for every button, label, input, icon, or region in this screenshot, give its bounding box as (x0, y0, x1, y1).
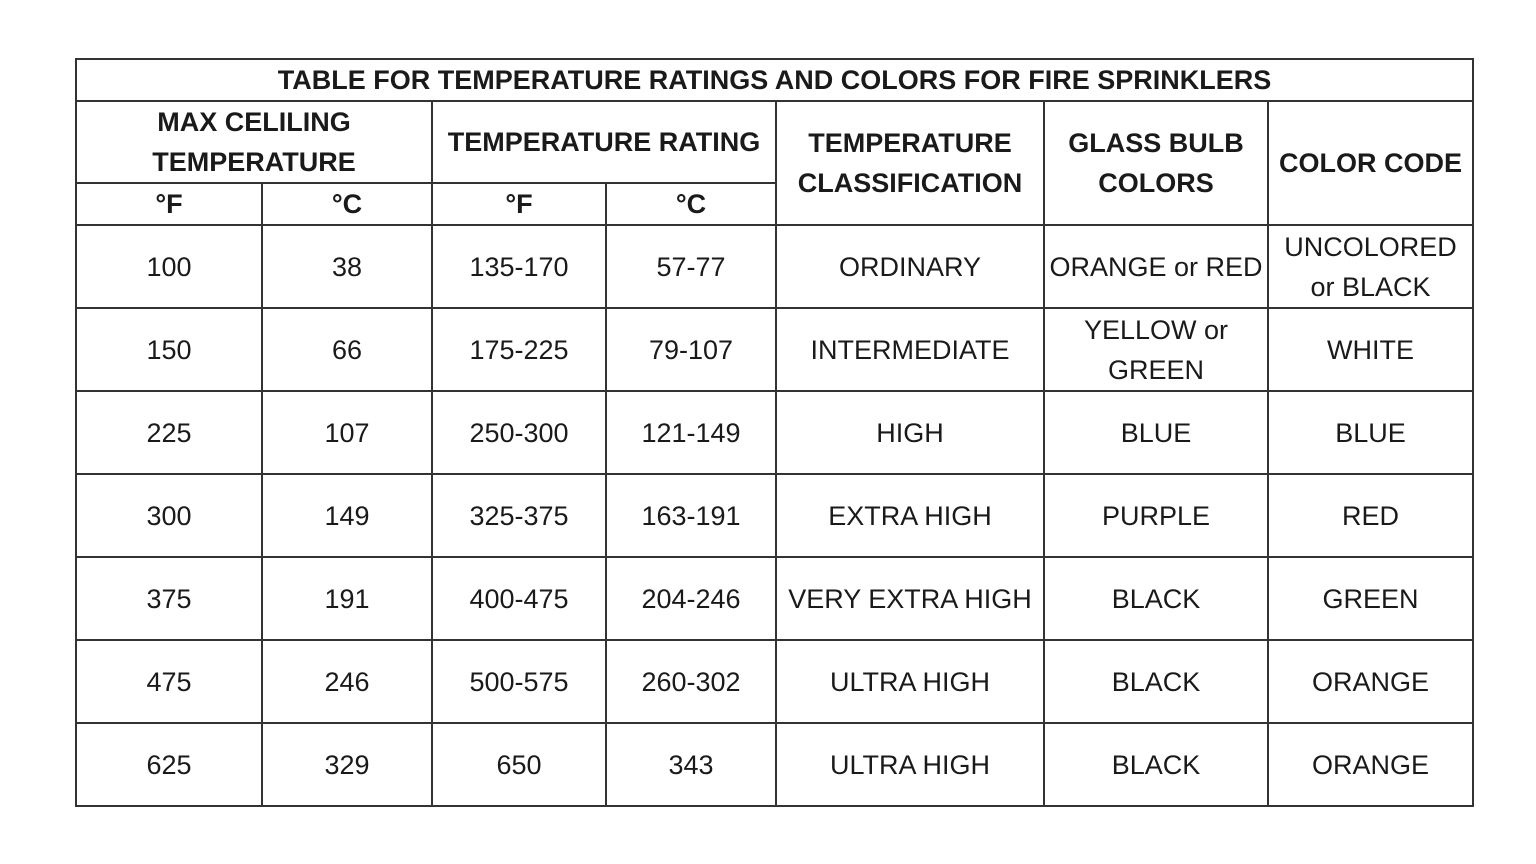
header-temperature-classification: TEMPERATURE CLASSIFICATION (776, 101, 1044, 225)
unit-fahrenheit-rating: °F (432, 183, 606, 225)
cell-classification: ULTRA HIGH (776, 723, 1044, 806)
cell-rating-c: 163-191 (606, 474, 776, 557)
cell-max-ceiling-f: 300 (76, 474, 262, 557)
cell-glass-bulb-color: BLACK (1044, 640, 1268, 723)
cell-max-ceiling-f: 225 (76, 391, 262, 474)
table-row (76, 557, 1473, 640)
cell-glass-bulb-color: YELLOW or GREEN (1044, 308, 1268, 391)
cell-max-ceiling-c: 329 (262, 723, 432, 806)
cell-color-code: ORANGE (1268, 723, 1473, 806)
cell-rating-f: 135-170 (432, 225, 606, 308)
header-row (76, 101, 1473, 183)
cell-glass-bulb-color: BLUE (1044, 391, 1268, 474)
cell-glass-bulb-color: PURPLE (1044, 474, 1268, 557)
table-row (76, 308, 1473, 391)
header-temperature-rating: TEMPERATURE RATING (432, 101, 776, 183)
cell-color-code: RED (1268, 474, 1473, 557)
cell-glass-bulb-color: ORANGE or RED (1044, 225, 1268, 308)
cell-max-ceiling-f: 625 (76, 723, 262, 806)
cell-classification: EXTRA HIGH (776, 474, 1044, 557)
cell-color-code: UNCOLORED or BLACK (1268, 225, 1473, 308)
table-row (76, 640, 1473, 723)
table-row (76, 723, 1473, 806)
cell-rating-c: 260-302 (606, 640, 776, 723)
title-row (76, 59, 1473, 101)
cell-rating-f: 500-575 (432, 640, 606, 723)
cell-rating-f: 650 (432, 723, 606, 806)
table-row (76, 391, 1473, 474)
cell-rating-f: 400-475 (432, 557, 606, 640)
unit-celsius-ceiling: °C (262, 183, 432, 225)
cell-glass-bulb-color: BLACK (1044, 723, 1268, 806)
cell-max-ceiling-c: 149 (262, 474, 432, 557)
cell-max-ceiling-c: 66 (262, 308, 432, 391)
cell-color-code: WHITE (1268, 308, 1473, 391)
cell-rating-c: 204-246 (606, 557, 776, 640)
cell-rating-f: 250-300 (432, 391, 606, 474)
cell-rating-f: 325-375 (432, 474, 606, 557)
cell-classification: ORDINARY (776, 225, 1044, 308)
cell-color-code: GREEN (1268, 557, 1473, 640)
cell-rating-c: 57-77 (606, 225, 776, 308)
header-glass-bulb-colors: GLASS BULB COLORS (1044, 101, 1268, 225)
sprinkler-temperature-table (75, 58, 1474, 807)
cell-classification: VERY EXTRA HIGH (776, 557, 1044, 640)
header-max-ceiling-temperature: MAX CELILING TEMPERATURE (76, 101, 432, 183)
cell-max-ceiling-f: 150 (76, 308, 262, 391)
header-color-code: COLOR CODE (1268, 101, 1473, 225)
cell-classification: ULTRA HIGH (776, 640, 1044, 723)
cell-max-ceiling-f: 475 (76, 640, 262, 723)
cell-color-code: BLUE (1268, 391, 1473, 474)
cell-rating-c: 121-149 (606, 391, 776, 474)
sprinkler-table-container (75, 58, 1472, 807)
cell-classification: HIGH (776, 391, 1044, 474)
table-row (76, 225, 1473, 308)
cell-color-code: ORANGE (1268, 640, 1473, 723)
cell-classification: INTERMEDIATE (776, 308, 1044, 391)
unit-celsius-rating: °C (606, 183, 776, 225)
cell-max-ceiling-c: 107 (262, 391, 432, 474)
table-title: TABLE FOR TEMPERATURE RATINGS AND COLORS FOR FIRE SPRINKLERS (76, 59, 1473, 101)
cell-rating-f: 175-225 (432, 308, 606, 391)
cell-max-ceiling-c: 38 (262, 225, 432, 308)
cell-max-ceiling-f: 375 (76, 557, 262, 640)
unit-fahrenheit-ceiling: °F (76, 183, 262, 225)
cell-max-ceiling-c: 246 (262, 640, 432, 723)
cell-rating-c: 343 (606, 723, 776, 806)
table-row (76, 474, 1473, 557)
cell-max-ceiling-f: 100 (76, 225, 262, 308)
cell-max-ceiling-c: 191 (262, 557, 432, 640)
cell-glass-bulb-color: BLACK (1044, 557, 1268, 640)
cell-rating-c: 79-107 (606, 308, 776, 391)
